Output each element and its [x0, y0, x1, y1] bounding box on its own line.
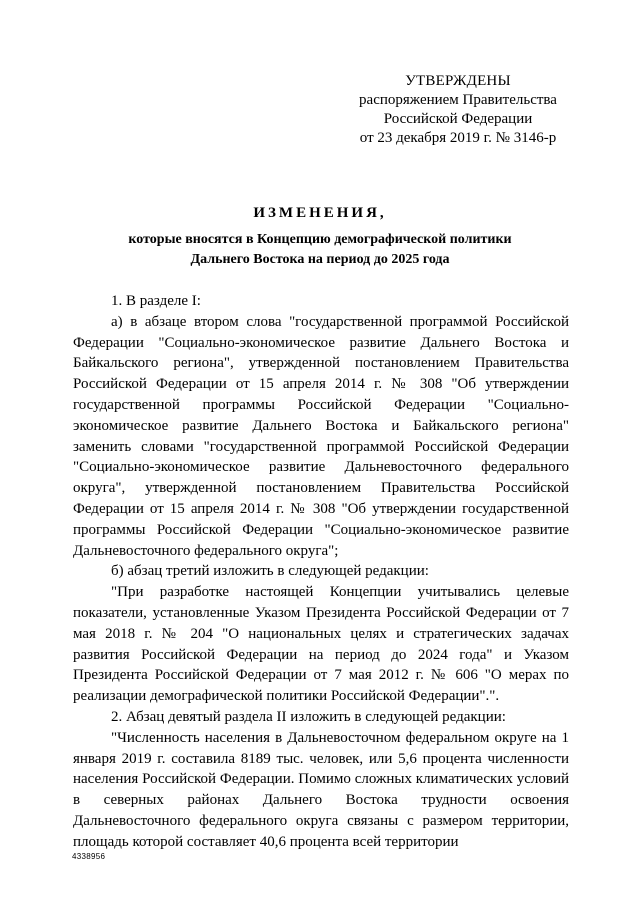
- paragraph-quote-2: "Численность населения в Дальневосточном федеральном округе на 1 января 2019 г. составила 8189 тыс. человек, или 5,6 процента численности населения Российской Федерации. Помимо сложных климатических условий в северных районах Дальнего Востока трудности освоения Дальневосточного федерального округа связаны с размером территории, площадь которой составляет 40,6 процента всей территории: [73, 729, 569, 850]
- approval-line-1: распоряжением Правительства: [359, 92, 557, 108]
- approval-line-2: Российской Федерации: [383, 111, 533, 127]
- approval-block: [348, 72, 568, 148]
- paragraph-quote-1: "При разработке настоящей Концепции учитывались целевые показатели, установленные Указом Президента Российской Федерации от 7 мая 2018 г. № 204 "О национальных целях и стратегических задачах развития Российской Федерации на период до 2024 года" и Указом Президента Российской Федерации от 7 мая 2012 г. № 606 "О мерах по реализации демографической политики Российской Федерации".".: [73, 584, 569, 705]
- document-body: [73, 291, 569, 853]
- paragraph-item-b: б) абзац третий изложить в следующей редакции:: [111, 563, 429, 580]
- document-title: ИЗМЕНЕНИЯ,: [253, 205, 387, 221]
- paragraph-item-a: а) в абзаце втором слова "государственной программой Российской Федерации "Социально-экономическое развитие Дальнего Востока и Байкальского региона", утвержденной постановлением Правительства Российской Федерации от 15 апреля 2014 г. № 308 "Об утверждении государственной программы Российской Федерации "Социально-экономическое развитие Дальнего Востока и Байкальского региона" заменить словами "государственной программой Российской Федерации "Социально-экономическое развитие Дальневосточного федерального округа", утвержденной постановлением Правительства Российской Федерации от 15 апреля 2014 г. № 308 "Об утверждении государственной программы Российской Федерации "Социально-экономическое развитие Дальневосточного федерального округа";: [73, 313, 569, 559]
- approval-heading: УТВЕРЖДЕНЫ: [405, 73, 511, 89]
- document-number: 4338956: [72, 852, 106, 861]
- paragraph-section-1: 1. В разделе I:: [111, 293, 201, 309]
- subtitle-line-1: которые вносятся в Концепцию демографической политики: [128, 232, 512, 247]
- approval-line-3: от 23 декабря 2019 г. № 3146-р: [359, 130, 557, 146]
- paragraph-section-2: 2. Абзац девятый раздела II изложить в следующей редакции:: [111, 708, 506, 725]
- document-subtitle: [70, 230, 570, 270]
- subtitle-line-2: Дальнего Востока на период до 2025 года: [190, 252, 450, 267]
